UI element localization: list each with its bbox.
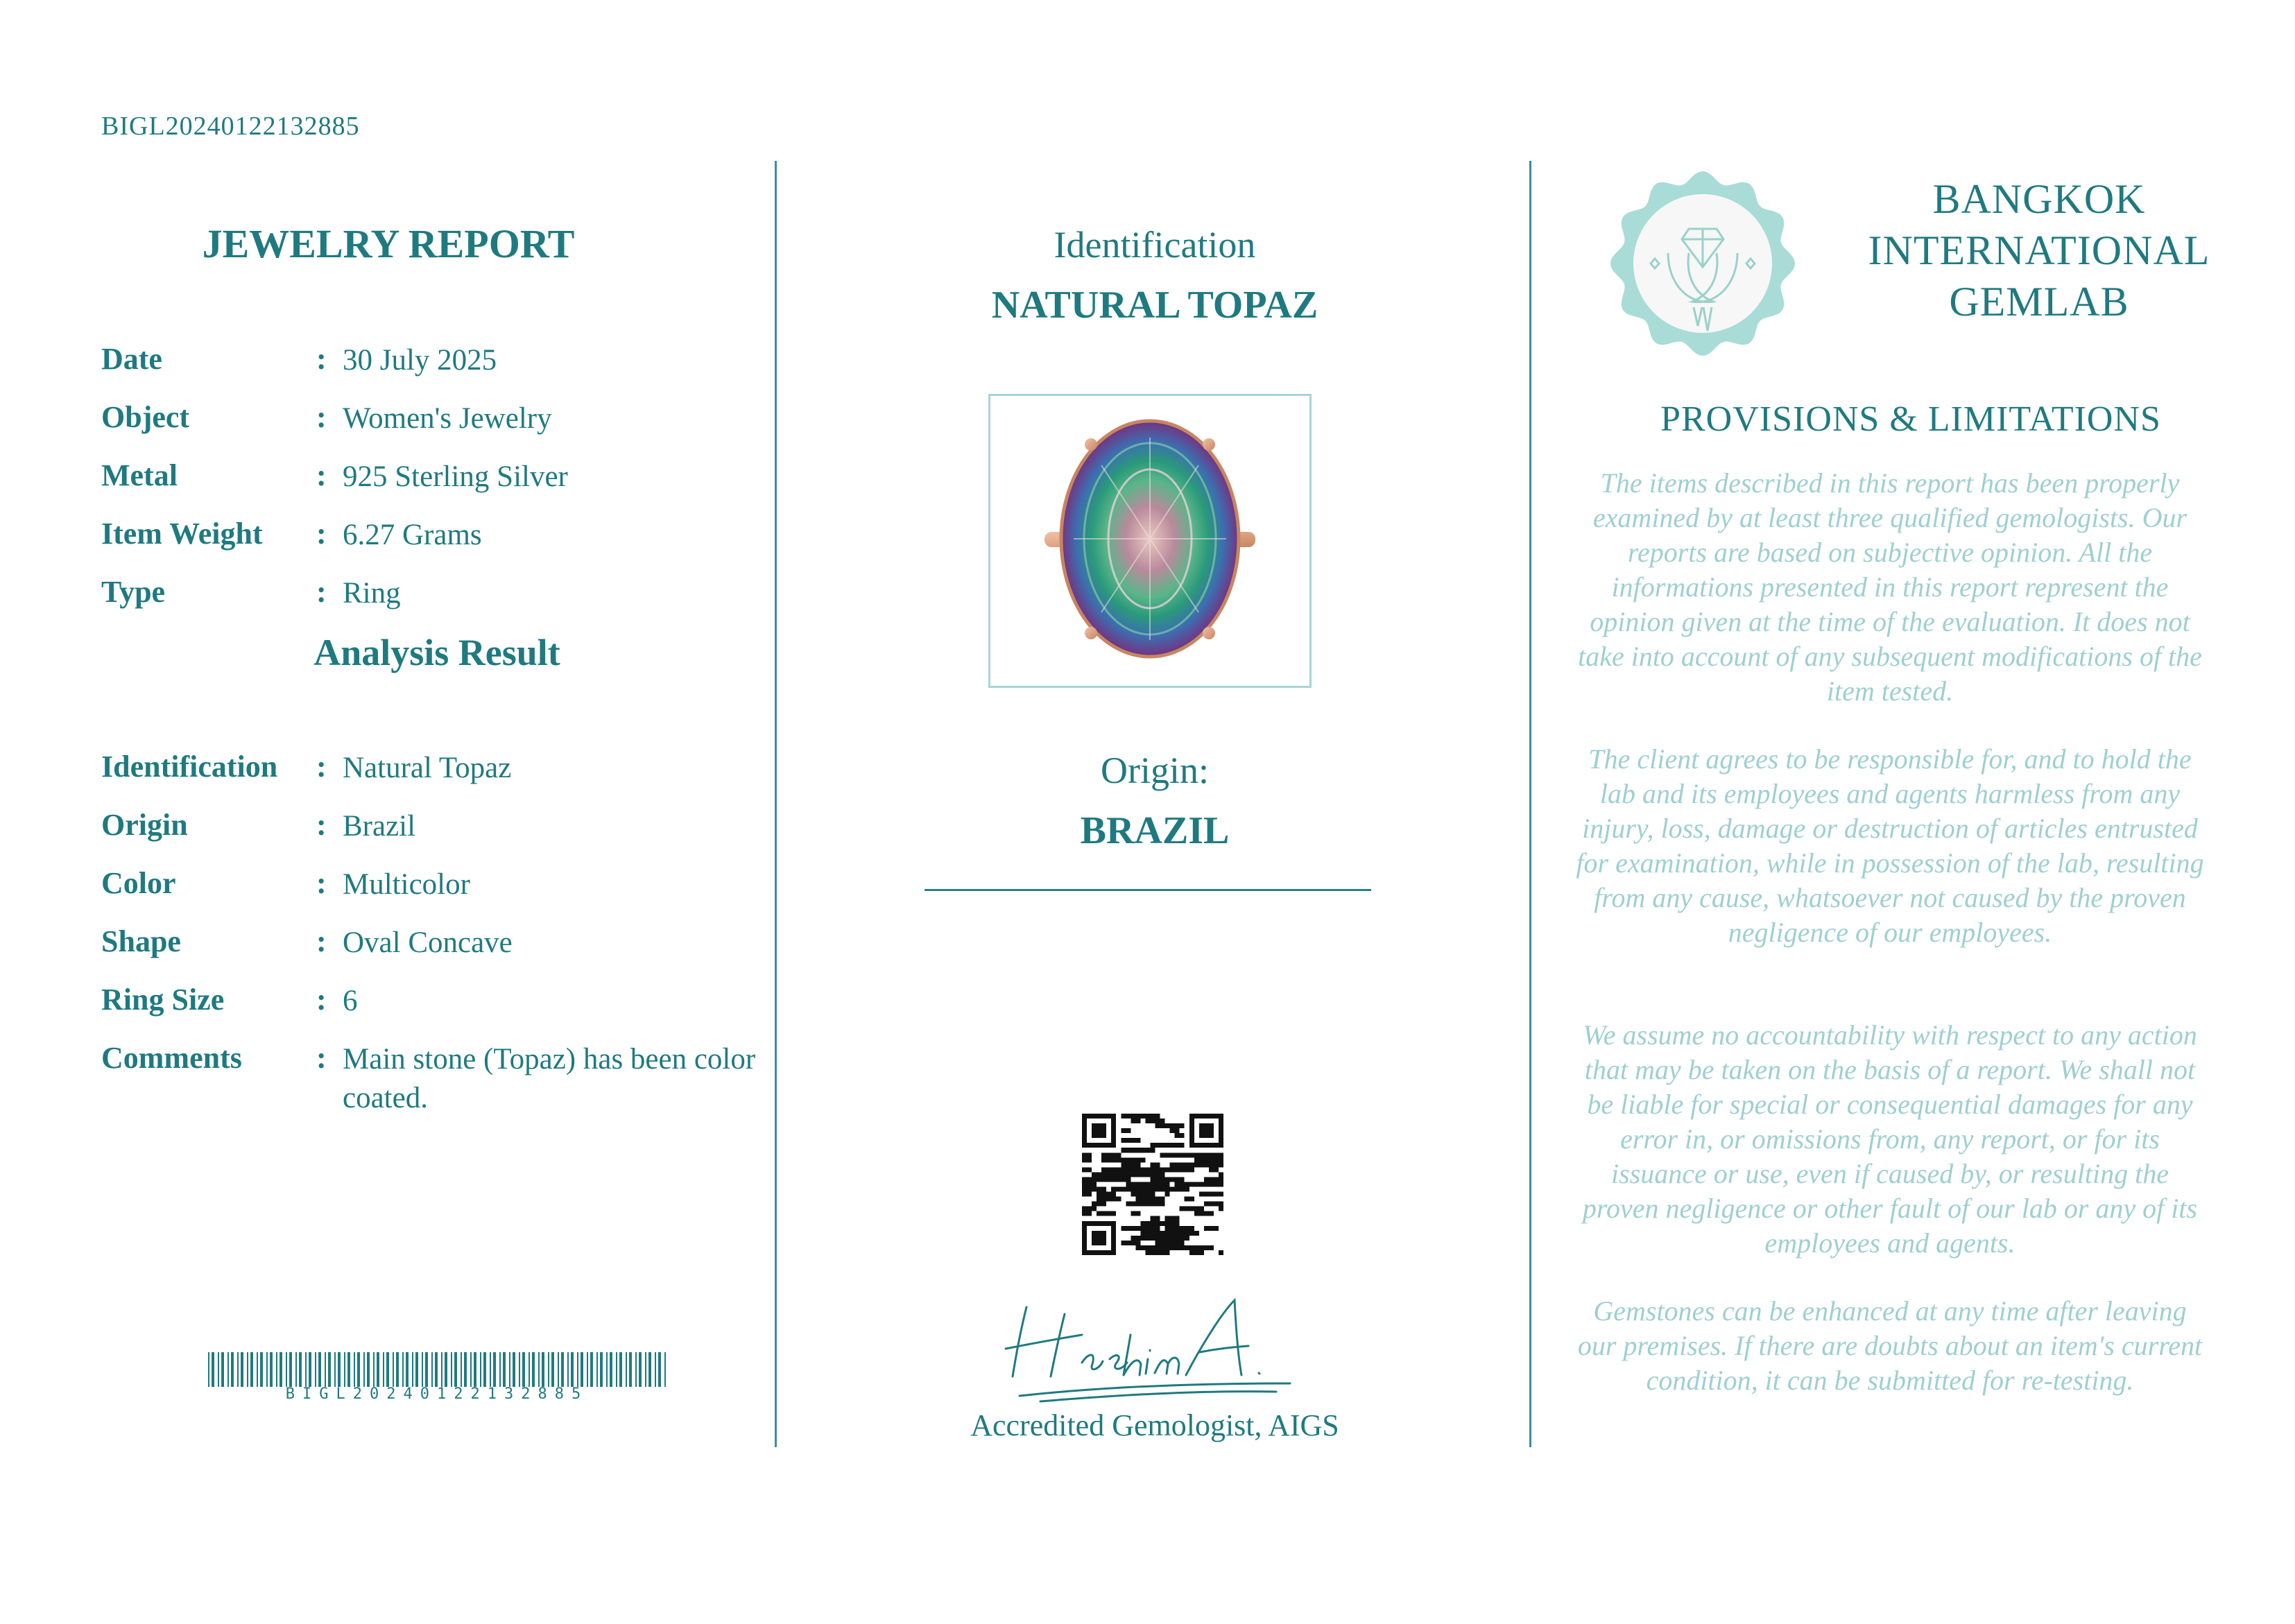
analysis-value: Brazil xyxy=(343,810,416,843)
identification-value: NATURAL TOPAZ xyxy=(991,284,1318,327)
detail-value: 30 July 2025 xyxy=(343,344,497,377)
analysis-label: Identification xyxy=(101,750,278,784)
detail-value: 6.27 Grams xyxy=(343,519,482,551)
analysis-value: Multicolor xyxy=(343,868,470,901)
identification-label: Identification xyxy=(1054,224,1256,266)
origin-label: Origin: xyxy=(1101,750,1209,791)
analysis-row-origin xyxy=(101,807,767,849)
analysis-row-shape xyxy=(101,924,767,965)
colon: : xyxy=(316,342,327,376)
analysis-label: Comments xyxy=(101,1041,242,1075)
detail-value: Ring xyxy=(343,577,401,610)
barcode xyxy=(208,1352,666,1387)
colon: : xyxy=(316,983,327,1017)
colon: : xyxy=(316,517,327,551)
detail-value: Women's Jewelry xyxy=(343,402,552,435)
analysis-value: Natural Topaz xyxy=(343,752,512,784)
provisions-title: PROVISIONS & LIMITATIONS xyxy=(1660,399,2161,439)
signature xyxy=(999,1286,1304,1404)
lab-name-line-1: BANGKOK xyxy=(1932,176,2146,222)
colon: : xyxy=(316,575,327,609)
analysis-row-color xyxy=(101,865,767,907)
detail-label: Item Weight xyxy=(101,517,263,551)
detail-row-date xyxy=(101,341,767,383)
analysis-label: Ring Size xyxy=(101,983,225,1017)
detail-label: Metal xyxy=(101,458,178,492)
colon: : xyxy=(316,808,327,842)
qr-code[interactable] xyxy=(1082,1114,1223,1255)
provisions-paragraph-2: The client agrees to be responsible for, and to hold the lab and its employees and agents harmless from any injury, loss, damage or destruction of articles entrusted for examination, while in possession of the lab, resulting from any cause, whatsoever not caused by the proven negligence of our employees. xyxy=(1576,743,2204,948)
analysis-label: Origin xyxy=(101,808,188,842)
detail-row-object xyxy=(101,399,767,441)
colon: : xyxy=(316,924,327,958)
detail-label: Object xyxy=(101,400,190,434)
detail-label: Date xyxy=(101,342,162,376)
lab-name xyxy=(1831,173,2247,327)
detail-value: 925 Sterling Silver xyxy=(343,460,568,493)
gemstone-image xyxy=(990,396,1309,686)
gemstone-photo-frame xyxy=(988,394,1312,688)
lab-name-line-2: INTERNATIONAL xyxy=(1868,227,2210,273)
signature-caption: Accredited Gemologist, AIGS xyxy=(970,1408,1339,1442)
colon: : xyxy=(316,750,327,784)
origin-divider xyxy=(925,889,1371,891)
analysis-row-comments xyxy=(101,1040,767,1130)
detail-label: Type xyxy=(101,575,166,609)
report-title: JEWELRY REPORT xyxy=(202,221,575,266)
colon: : xyxy=(316,458,327,492)
colon: : xyxy=(316,866,327,900)
report-number: BIGL20240122132885 xyxy=(101,112,360,141)
column-divider-right xyxy=(1529,161,1531,1447)
analysis-value: Oval Concave xyxy=(343,926,513,959)
analysis-row-identification xyxy=(101,749,767,791)
analysis-label: Color xyxy=(101,866,176,900)
detail-row-metal xyxy=(101,458,767,499)
origin-value: BRAZIL xyxy=(1080,809,1230,852)
colon: : xyxy=(316,400,327,434)
lab-seal-logo xyxy=(1609,170,1796,357)
analysis-title: Analysis Result xyxy=(313,632,560,673)
detail-row-weight xyxy=(101,516,767,558)
analysis-value: 6 xyxy=(343,985,358,1017)
provisions-paragraph-3: We assume no accountability with respect to any action that may be taken on the basis of a report. We shall not be liable for special or consequential damages for any error in, or omissions from, any report, or for its issuance or use, even if caused by, or resulting the proven negligence or other fault of our lab or any of its employees and agents. xyxy=(1582,1019,2198,1259)
analysis-label: Shape xyxy=(101,924,181,958)
colon: : xyxy=(316,1041,327,1075)
lab-name-line-3: GEMLAB xyxy=(1949,279,2129,325)
provisions-paragraph-1: The items described in this report has been properly examined by at least three qualified gemologists. Our reports are based on subjective opinion. All the informations presented in this report represent the opinion given at the time of the evaluation. It does not take into account of any subsequent modifications of the item tested. xyxy=(1578,467,2202,707)
barcode-number: BIGL20240122132885 xyxy=(285,1385,589,1403)
analysis-row-ring-size xyxy=(101,982,767,1023)
detail-row-type xyxy=(101,574,767,616)
provisions-paragraph-4: Gemstones can be enhanced at any time after leaving our premises. If there are doubts about an item's current condition, it can be submitted for re-testing. xyxy=(1577,1295,2203,1396)
analysis-value: Main stone (Topaz) has been color coated. xyxy=(343,1043,756,1114)
